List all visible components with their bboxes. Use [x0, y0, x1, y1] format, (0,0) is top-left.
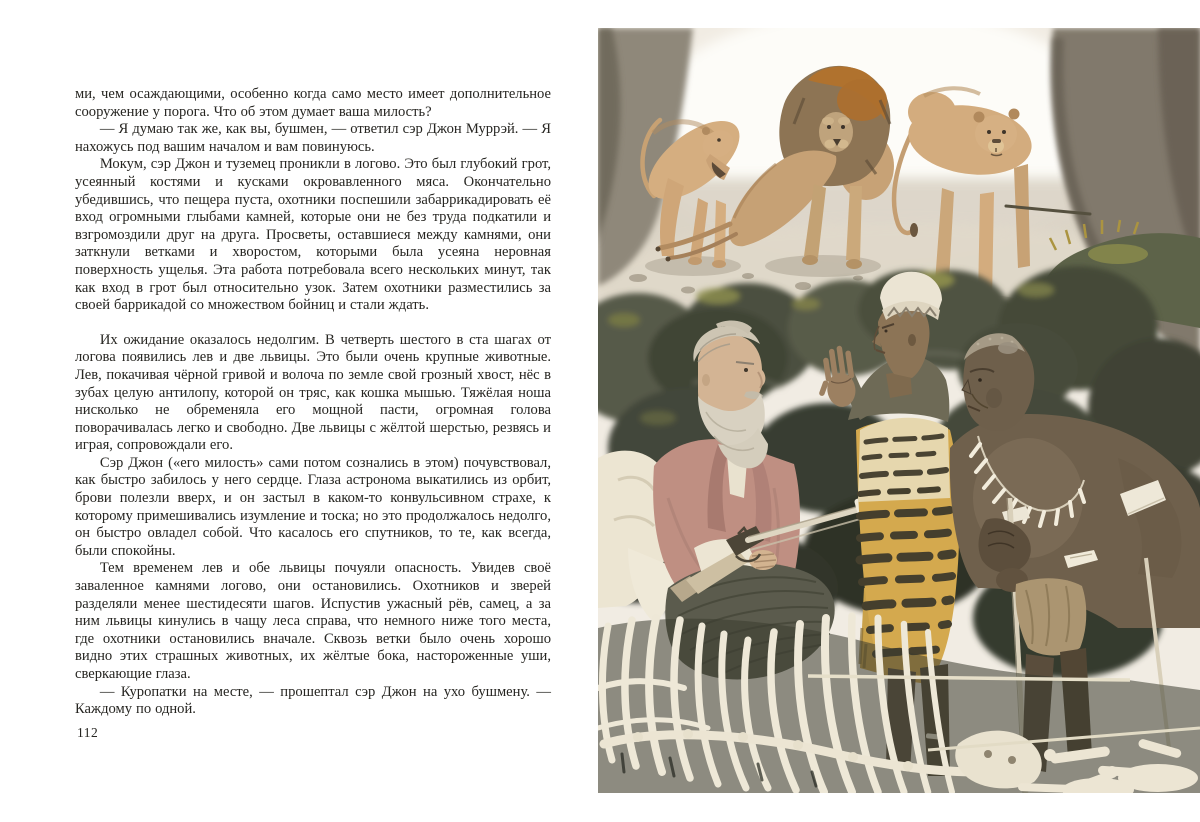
paragraph: — Я думаю так же, как вы, бушмен, — ответил сэр Джон Муррэй. — Я нахожусь под вашим началом и вам повинуюсь.	[75, 121, 551, 155]
illustration	[598, 28, 1200, 793]
paragraph: Мокум, сэр Джон и туземец проникли в логово. Это был глубокий грот, усеянный костями и кусками окровавленного мяса. Окончательно убедившись, что пещера пуста, охотники поспешили забаррикадировать её вход огромными глыбами камней, которые они не без труда подкатили и взгромоздили друг на друга. Просветы, оставшиеся между камнями, они заткнули ветками и хворостом, которыми была усеяна неровная поверхность ущелья. Эта работа потребовала всего нескольких минут, так как вход в грот был относительно узок. Затем охотники разместились за своей баррикадой со множеством бойниц и стали ждать.	[75, 156, 551, 314]
paragraph: Сэр Джон («его милость» сами потом сознались в этом) почувствовал, как быстро забилось у него сердце. Глаза астронома выкатились из орбит, брови полезли вверх, и он застыл в каком-то конвульсивном страхе, к которому примешивались изумление и тоска; но это продолжалось недолго, он быстро овладел собой. Что касалось его спутников, то те, как всегда, были спокойны.	[75, 454, 551, 559]
paragraph: Тем временем лев и обе львицы почуяли опасность. Увидев своё заваленное камнями логово, они остановились. Охотников и зверей разделяли менее шестидесяти шагов. Испустив ужасный рёв, самец, а за ним львицы кинулись в чащу леса справа, что немного ниже того места, где охотники остановились вначале. Сквозь ветки было очень хорошо видно этих страшных животных, их жёлтые бока, настороженные уши, сверкающие глаза.	[75, 560, 551, 682]
book-illustration	[598, 28, 1200, 793]
page-number: 112	[77, 725, 99, 740]
paragraph: — Куропатки на месте, — прошептал сэр Джон на ухо бушмену. — Каждому по одной.	[75, 683, 551, 718]
paragraph: Их ожидание оказалось недолгим. В четверть шестого в ста шагах от логова появились лев и две львицы. Это были очень крупные животные. Лев, покачивая чёрной гривой и волоча по земле свой грозный хвост, нёс в зубах целую антилопу, которой он тряс, как кошка мышью. Тяжёлая ноша нисколько не обременяла его мощной пасти, огромная голова поворачивалась легко и свободно. Две львицы с жёлтой шерстью, резвясь и играя, сопровождали его.	[75, 331, 551, 454]
left-page	[75, 86, 551, 719]
paragraph: ми, чем осаждающими, особенно когда само место имеет дополнительное сооружение у порога. Что об этом думает ваша милость?	[75, 86, 551, 120]
